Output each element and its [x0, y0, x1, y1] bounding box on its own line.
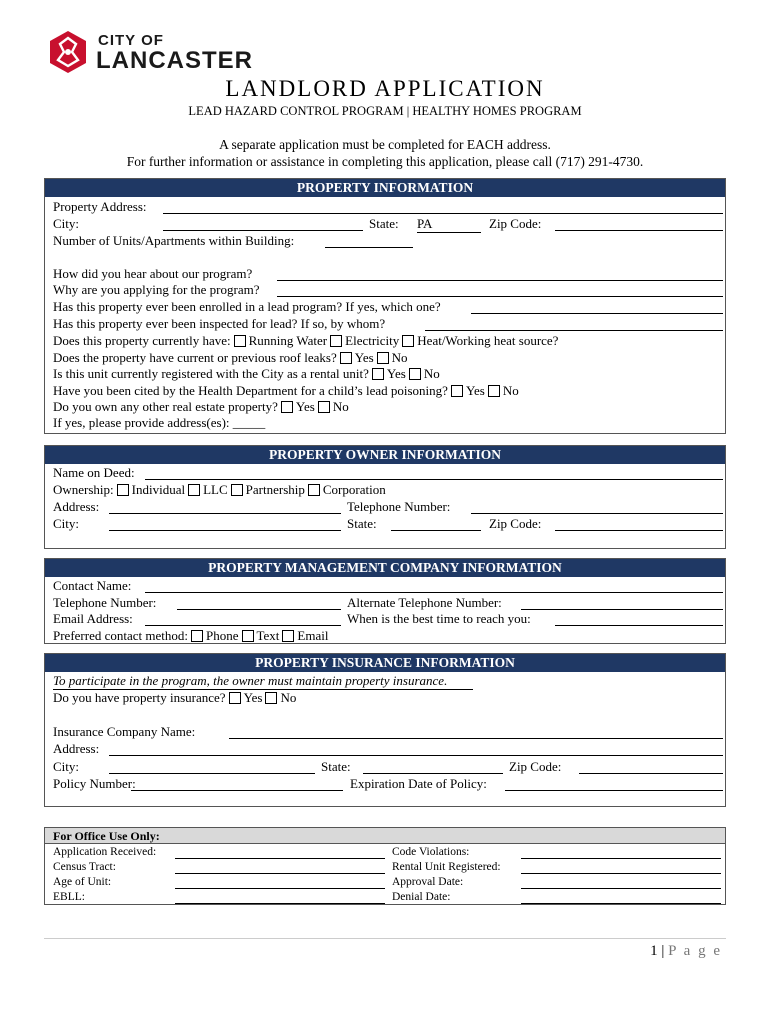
management-section-header: PROPERTY MANAGEMENT COMPANY INFORMATION — [45, 559, 725, 577]
cited-row — [53, 383, 519, 399]
denial-label: Denial Date: — [392, 891, 451, 903]
other-no-checkbox[interactable] — [318, 401, 330, 413]
llc-checkbox[interactable] — [188, 484, 200, 496]
deed-label: Name on Deed: — [53, 465, 135, 480]
heat-label: Heat/Working heat source? — [417, 333, 559, 348]
insurance-yes-label: Yes — [243, 690, 263, 705]
expiration-label: Expiration Date of Policy: — [350, 776, 487, 791]
property-state-field[interactable] — [417, 216, 481, 233]
approval-label: Approval Date: — [392, 876, 464, 888]
rental-no-checkbox[interactable] — [409, 368, 421, 380]
why-applying-label: Why are you applying for the program? — [53, 282, 260, 297]
insurance-yes-checkbox[interactable] — [229, 692, 241, 704]
individual-checkbox[interactable] — [117, 484, 129, 496]
best-time-label: When is the best time to reach you: — [347, 611, 531, 626]
hear-about-field[interactable] — [277, 280, 723, 281]
instruction-note-1: A separate application must be completed for EACH address. — [219, 137, 551, 152]
other-yes-checkbox[interactable] — [281, 401, 293, 413]
inspected-field[interactable] — [425, 330, 723, 331]
insurance-city-field[interactable] — [109, 773, 315, 774]
contact-email-checkbox[interactable] — [282, 630, 294, 642]
roof-no-checkbox[interactable] — [377, 352, 389, 364]
company-name-field[interactable] — [229, 738, 723, 739]
roof-no-label: No — [391, 350, 408, 365]
heat-checkbox[interactable] — [402, 335, 414, 347]
enrolled-field[interactable] — [471, 313, 723, 314]
census-label: Census Tract: — [53, 861, 116, 873]
rental-registered-label: Rental Unit Registered: — [392, 861, 501, 873]
page-number — [650, 943, 722, 960]
inspected-label: Has this property ever been inspected for lead? If so, by whom? — [53, 316, 386, 331]
cited-no-checkbox[interactable] — [488, 385, 500, 397]
property-information-section — [44, 178, 726, 434]
contact-phone-checkbox[interactable] — [191, 630, 203, 642]
instruction-note-2: For further information or assistance in completing this application, please call (717) 291-4730. — [126, 154, 644, 169]
corporation-label: Corporation — [322, 482, 386, 497]
alt-phone-field[interactable] — [521, 609, 723, 610]
cited-yes-checkbox[interactable] — [451, 385, 463, 397]
why-applying-field[interactable] — [277, 296, 723, 297]
cited-label: Have you been cited by the Health Department for a child’s lead poisoning? — [53, 383, 448, 398]
running-water-label: Running Water — [248, 333, 328, 348]
ebll-field[interactable] — [175, 903, 385, 904]
owner-phone-label: Telephone Number: — [347, 499, 451, 514]
mgmt-phone-field[interactable] — [177, 609, 341, 610]
property-zip-field[interactable] — [555, 230, 723, 231]
approval-field[interactable] — [521, 888, 721, 889]
policy-number-label: Policy Number: — [53, 776, 136, 791]
rental-label: Is this unit currently registered with the City as a rental unit? — [53, 366, 369, 381]
age-label: Age of Unit: — [53, 876, 112, 888]
company-name-label: Insurance Company Name: — [53, 724, 196, 739]
cited-no-label: No — [502, 383, 519, 398]
contact-email-label: Email — [297, 628, 329, 643]
units-field[interactable] — [325, 247, 413, 248]
insurance-section-header: PROPERTY INSURANCE INFORMATION — [45, 654, 725, 672]
age-field[interactable] — [175, 888, 385, 889]
rental-row — [53, 366, 440, 382]
insurance-information-section — [44, 653, 726, 807]
units-label: Number of Units/Apartments within Building: — [53, 233, 295, 248]
have-insurance-row — [53, 690, 296, 706]
property-city-label: City: — [53, 216, 80, 231]
partnership-checkbox[interactable] — [231, 484, 243, 496]
property-zip-label: Zip Code: — [489, 216, 542, 231]
insurance-state-field[interactable] — [363, 773, 503, 774]
owner-information-section — [44, 445, 726, 549]
rental-registered-field[interactable] — [521, 873, 721, 874]
property-section-header: PROPERTY INFORMATION — [45, 179, 725, 197]
alt-phone-label: Alternate Telephone Number: — [347, 595, 502, 610]
currently-have-label: Does this property currently have: — [53, 333, 231, 348]
email-field[interactable] — [145, 625, 341, 626]
enrolled-label: Has this property ever been enrolled in a lead program? If yes, which one? — [53, 299, 441, 314]
roof-leaks-row — [53, 350, 408, 366]
lancaster-rose-icon — [48, 30, 88, 74]
city-logo — [48, 30, 253, 76]
insurance-address-label: Address: — [53, 741, 100, 756]
property-state-value: PA — [417, 216, 433, 231]
contact-text-label: Text — [256, 628, 280, 643]
email-label: Email Address: — [53, 611, 133, 626]
insurance-city-label: City: — [53, 759, 80, 774]
owner-state-field[interactable] — [391, 530, 481, 531]
corporation-checkbox[interactable] — [308, 484, 320, 496]
census-field[interactable] — [175, 873, 385, 874]
roof-yes-checkbox[interactable] — [340, 352, 352, 364]
mgmt-phone-label: Telephone Number: — [53, 595, 157, 610]
owner-zip-field[interactable] — [555, 530, 723, 531]
owner-state-label: State: — [347, 516, 377, 531]
currently-have-row — [53, 333, 558, 349]
insurance-no-label: No — [280, 690, 297, 705]
owner-phone-field[interactable] — [471, 513, 723, 514]
other-property-row — [53, 399, 349, 415]
insurance-address-field[interactable] — [109, 755, 723, 756]
ebll-label: EBLL: — [53, 891, 85, 903]
insurance-no-checkbox[interactable] — [265, 692, 277, 704]
property-state-label: State: — [369, 216, 399, 231]
running-water-checkbox[interactable] — [234, 335, 246, 347]
footer-divider — [44, 938, 726, 939]
other-yes-label: Yes — [295, 399, 315, 414]
violations-field[interactable] — [521, 858, 721, 859]
property-address-label: Property Address: — [53, 199, 147, 214]
office-use-section — [44, 827, 726, 905]
received-field[interactable] — [175, 858, 385, 859]
property-city-field[interactable] — [163, 230, 363, 231]
expiration-field[interactable] — [505, 790, 723, 791]
ownership-row — [53, 482, 386, 498]
llc-label: LLC — [203, 482, 228, 497]
deed-field[interactable] — [145, 479, 723, 480]
electricity-label: Electricity — [345, 333, 400, 348]
hear-about-label: How did you hear about our program? — [53, 266, 253, 281]
insurance-zip-label: Zip Code: — [509, 759, 562, 774]
page-number-sep: | — [661, 943, 665, 959]
owner-city-field[interactable] — [109, 530, 341, 531]
roof-leaks-label: Does the property have current or previous roof leaks? — [53, 350, 337, 365]
electricity-checkbox[interactable] — [330, 335, 342, 347]
preferred-contact-label: Preferred contact method: — [53, 628, 188, 643]
roof-yes-label: Yes — [354, 350, 374, 365]
violations-label: Code Violations: — [392, 846, 470, 858]
owner-city-label: City: — [53, 516, 80, 531]
insurance-state-label: State: — [321, 759, 351, 774]
contact-name-field[interactable] — [145, 592, 723, 593]
page-subtitle: LEAD HAZARD CONTROL PROGRAM | HEALTHY HOMES PROGRAM — [188, 104, 582, 118]
logo-lancaster: LANCASTER — [96, 47, 253, 74]
partnership-label: Partnership — [245, 482, 305, 497]
owner-address-field[interactable] — [109, 513, 341, 514]
owner-zip-label: Zip Code: — [489, 516, 542, 531]
rental-yes-label: Yes — [386, 366, 406, 381]
received-label: Application Received: — [53, 846, 157, 858]
other-address-row — [53, 415, 265, 431]
contact-phone-label: Phone — [206, 628, 239, 643]
best-time-field[interactable] — [555, 625, 723, 626]
other-property-label: Do you own any other real estate property? — [53, 399, 278, 414]
owner-section-header: PROPERTY OWNER INFORMATION — [45, 446, 725, 464]
page-number-word: P a g e — [668, 943, 722, 959]
other-address-label: If yes, please provide address(es): — [53, 415, 230, 430]
office-use-header: For Office Use Only: — [45, 828, 725, 844]
logo-city-of: CITY OF — [98, 32, 164, 49]
contact-text-checkbox[interactable] — [242, 630, 254, 642]
ownership-label: Ownership: — [53, 482, 114, 497]
insurance-zip-field[interactable] — [579, 773, 723, 774]
page-title: LANDLORD APPLICATION — [225, 76, 545, 101]
have-insurance-label: Do you have property insurance? — [53, 690, 226, 705]
contact-name-label: Contact Name: — [53, 578, 132, 593]
rental-no-label: No — [423, 366, 440, 381]
other-address-field[interactable]: _____ — [232, 415, 266, 430]
denial-field[interactable] — [521, 903, 721, 904]
policy-number-field[interactable] — [131, 790, 343, 791]
management-information-section — [44, 558, 726, 644]
page-number-value: 1 — [650, 943, 658, 959]
rental-yes-checkbox[interactable] — [372, 368, 384, 380]
other-no-label: No — [332, 399, 349, 414]
individual-label: Individual — [131, 482, 186, 497]
cited-yes-label: Yes — [465, 383, 485, 398]
insurance-note: To participate in the program, the owner must maintain property insurance. — [53, 673, 473, 690]
preferred-contact-row — [53, 628, 328, 644]
owner-address-label: Address: — [53, 499, 100, 514]
property-address-field[interactable] — [163, 213, 723, 214]
